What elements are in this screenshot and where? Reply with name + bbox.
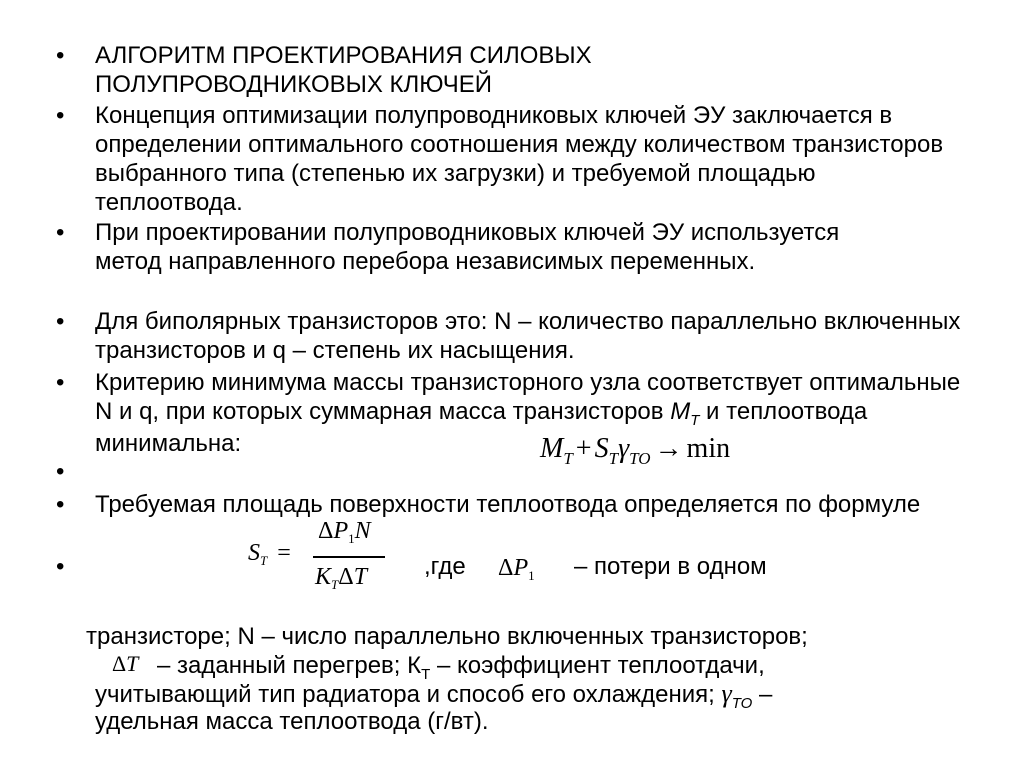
radiator-text-b: – [752, 681, 773, 708]
area-den-K: K [315, 564, 332, 590]
criterion-text-a: Критерию минимума массы транзисторного узла соответствует оптимальные N и q, при которых суммарная масса транзисторов [95, 369, 961, 425]
area-num-N: N [354, 518, 371, 544]
overheat-delta: Δ [112, 651, 127, 676]
area-lhs [248, 540, 291, 567]
bullet: • [56, 102, 65, 129]
loss-P: P [513, 555, 529, 581]
area-denominator [315, 564, 367, 591]
overheat-text-a: – заданный перегрев; К [157, 652, 422, 679]
formula-gamma-subscript: TO [629, 449, 651, 468]
bullet: • [56, 42, 65, 69]
area-num-subscript: 1 [348, 531, 355, 546]
area-num-delta: Δ [318, 518, 334, 544]
loss-text: – потери в одном [574, 553, 767, 580]
continuation-line-1: транзисторе; N – число параллельно включенных транзисторов; [86, 623, 808, 650]
criterion-text-b: и теплоотвода минимальна: [95, 398, 868, 457]
overheat-T: T [126, 651, 139, 676]
formula-M-subscript: T [563, 449, 573, 468]
bullet: • [56, 219, 65, 246]
area-numerator [318, 518, 371, 545]
formula-M: M [540, 433, 564, 464]
criterion-mass-subscript: T [690, 412, 700, 429]
loss-subscript: 1 [528, 568, 535, 583]
loss-symbol [498, 555, 535, 582]
paragraph-criterion [95, 368, 965, 458]
area-den-delta: Δ [338, 564, 354, 590]
where-text: ,где [424, 553, 466, 580]
loss-delta: Δ [498, 555, 514, 581]
bullet: • [56, 458, 65, 485]
formula-gamma: γ [618, 433, 630, 464]
formula-S: S [594, 433, 609, 464]
bullet: • [56, 491, 65, 518]
mass-formula [540, 433, 730, 468]
gamma-subscript: TO [731, 695, 753, 712]
formula-plus: + [575, 433, 592, 464]
overheat-text-b: – коэффициент теплоотдачи, [430, 652, 765, 679]
overheat-symbol [112, 651, 138, 677]
paragraph-bipolar: Для биполярных транзисторов это: N – количество параллельно включенных транзисторов и q – степень их насыщения. [95, 308, 961, 364]
bullet: • [56, 308, 65, 335]
radiator-text-a: учитывающий тип радиатора и способ его охлаждения; [95, 681, 722, 708]
fraction-bar [313, 556, 385, 558]
formula-arrow: → [654, 433, 683, 464]
paragraph-area: Требуемая площадь поверхности теплоотвода определяется по формуле [95, 491, 921, 518]
bullet: • [56, 553, 65, 580]
slide-title: АЛГОРИТМ ПРОЕКТИРОВАНИЯ СИЛОВЫХ ПОЛУПРОВОДНИКОВЫХ КЛЮЧЕЙ [95, 42, 592, 98]
area-S: S [248, 540, 260, 566]
area-den-subscript: T [331, 577, 339, 592]
gamma-symbol: γ [721, 679, 732, 708]
bullet: • [56, 369, 65, 396]
formula-S-subscript: T [608, 449, 619, 468]
paragraph-concept: Концепция оптимизации полупроводниковых ключей ЭУ заключается в определении оптимального соотношения между количеством транзисторов выбранного типа (степенью их загрузки) и требуемой площадью теплоотвода. [95, 102, 944, 216]
area-den-T: T [353, 564, 368, 590]
heat-transfer-subscript: Т [421, 666, 431, 683]
formula-min: min [686, 433, 731, 464]
paragraph-method: При проектировании полупроводниковых ключей ЭУ используется метод направленного перебора независимых переменных. [95, 219, 840, 275]
area-num-P: P [333, 518, 349, 544]
area-equals: = [277, 540, 291, 566]
area-S-subscript: T [260, 553, 268, 568]
continuation-line-4: удельная масса теплоотвода (г/вт). [95, 708, 489, 735]
criterion-mass-symbol: M [670, 398, 691, 425]
